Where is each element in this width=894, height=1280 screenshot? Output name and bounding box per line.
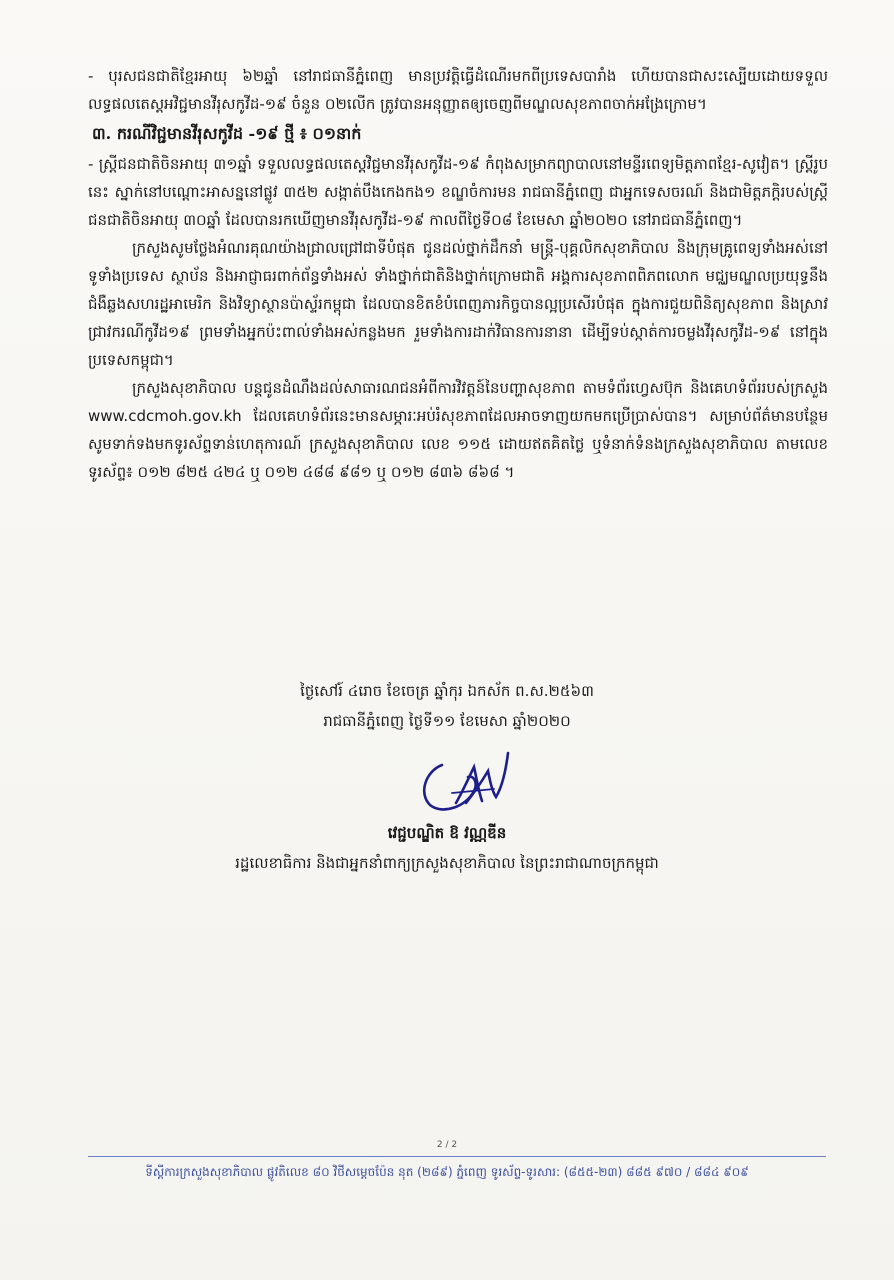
footer-address: ទីស្តីការក្រសួងសុខាភិបាល ផ្លូវតិលេខ ៨០ វិថីសម្តេចប៉ែន នុត (២៨៩) ភ្នំពេញ ទូរស័ព្ទ-ទូរសារ: (៨៥៥-២៣) ៨៨៥ ៩៧០ / ៨៨៤ ៩០៩ [145, 1165, 749, 1179]
signer-title: រដ្ឋលេខាធិការ និងជាអ្នកនាំពាក្យក្រសួងសុខាភិបាល នៃព្រះរាជាណាចក្រកម្ពុជា [235, 854, 659, 872]
signature-image [408, 745, 528, 820]
page-number: 2 / 2 [436, 1140, 458, 1150]
footer-divider [88, 1156, 826, 1157]
signer-block [0, 818, 894, 878]
document-body [88, 62, 828, 486]
date-block [0, 676, 894, 736]
paragraph-new-case: - ស្ត្រីជនជាតិចិនអាយុ ៣១ឆ្នាំ ទទួលលទ្ធផលតេស្តវិជ្ជមានវីរុសកូវីដ-១៩ កំពុងសម្រាកព្យាបាលនៅមន្ទីរពេទ្យមិត្តភាពខ្មែរ-សូវៀត។ ស្ត្រីរូបនេះ ស្នាក់នៅបណ្តោះអាសន្ននៅផ្លូវ ៣៥២ សង្កាត់បឹងកេងកង១ ខណ្ឌចំការមន រាជធានីភ្នំពេញ ជាអ្នកទេសចរណ៍ និងជាមិត្តភក្ដិរបស់ស្ត្រីជនជាតិចិនអាយុ ៣០ឆ្នាំ ដែលបានរកឃើញមានវីរុសកូវីដ-១៩ កាលពីថ្ងៃទី០៨ ខែមេសា ឆ្នាំ២០២០ នៅរាជធានីភ្នំពេញ។ [88, 155, 828, 229]
lunar-date: ថ្ងៃសៅរ៍ ៤រោច ខែចេត្រ ឆ្នាំកុរ ឯកស័ក ព.ស.២៥៦៣ [300, 682, 594, 700]
paragraph-recovered-case: - បុរសជនជាតិខ្មែរអាយុ ៦២ឆ្នាំ នៅរាជធានីភ្នំពេញ មានប្រវត្តិធ្វើដំណើរមកពីប្រទេសបារាំង ហើយបានជាសះស្បើយដោយទទួលលទ្ធផលតេស្តអវិជ្ជមានវីរុសកូវីដ-១៩ ចំនួន ០២លើក ត្រូវបានអនុញ្ញាតឲ្យចេញពីមណ្ឌលសុខភាពចាក់អង្រែក្រោម។ [88, 67, 828, 113]
signer-name: វេជ្ជបណ្ឌិត ឱ វណ្ណឌីន [387, 824, 507, 842]
solar-date: រាជធានីភ្នំពេញ ថ្ងៃទី១១ ខែមេសា ឆ្នាំ២០២០ [323, 712, 571, 730]
paragraph-contact-info: ក្រសួងសុខាភិបាល បន្តជូនដំណឹងដល់សាធារណជនអំពីការវិវត្តន៍នៃបញ្ហាសុខភាព តាមទំព័រហ្វេសប៊ុក និងគេហទំព័ររបស់ក្រសួង www.cdcmoh.gov.kh ដែលគេហទំព័រនេះមានសម្ភារៈអប់រំសុខភាពដែលអាចទាញយកមកប្រើប្រាស់បាន។ សម្រាប់ព័ត៌មានបន្ថែម សូមទាក់ទងមកទូរស័ព្ទទាន់ហេតុការណ៍ ក្រសួងសុខាភិបាល លេខ ១១៥ ដោយឥតគិតថ្លៃ ឬទំនាក់ទំនងក្រសួងសុខាភិបាល តាមលេខទូរស័ព្ទ៖ ០១២ ៨២៥ ៤២៤ ឬ ០១២ ៤៨៨ ៩៨១ ឬ ០១២ ៨៣៦ ៨៦៨ ។ [88, 379, 828, 481]
paragraph-acknowledgement: ក្រសួងសូមថ្លែងអំណរគុណយ៉ាងជ្រាលជ្រៅជាទីបំផុត ជូនដល់ថ្នាក់ដឹកនាំ មន្ត្រី-បុគ្គលិកសុខាភិបាល និងក្រុមគ្រូពេទ្យទាំងអស់នៅទូទាំងប្រទេស ស្ថាប័ន និងអាជ្ញាធរពាក់ព័ន្ធទាំងអស់ ទាំងថ្នាក់ជាតិនិងថ្នាក់ក្រោមជាតិ អង្គការសុខភាពពិភពលោក មជ្ឈមណ្ឌលប្រយុទ្ធនឹងជំងឺឆ្លងសហរដ្ឋអាមេរិក និងវិទ្យាស្ថានប៉ាស្ទ័រកម្ពុជា ដែលបានខិតខំបំពេញភារកិច្ចបានល្អប្រសើរបំផុត ក្នុងការជួយពិនិត្យសុខភាព និងស្រាវជ្រាវករណីកូវីដ១៩ ព្រមទាំងអ្នកប៉ះពាល់ទាំងអស់កន្លងមក រួមទាំងការដាក់វិធានការនានា ដើម្បីទប់ស្កាត់ការចម្លងវីរុសកូវីដ-១៩ នៅក្នុងប្រទេសកម្ពុជា។ [88, 239, 828, 369]
section-heading-new-cases: ៣. ករណីវិជ្ជមានវីរុសកូវីដ -១៩ ថ្មី ៖ ០១នាក់ [92, 124, 362, 143]
